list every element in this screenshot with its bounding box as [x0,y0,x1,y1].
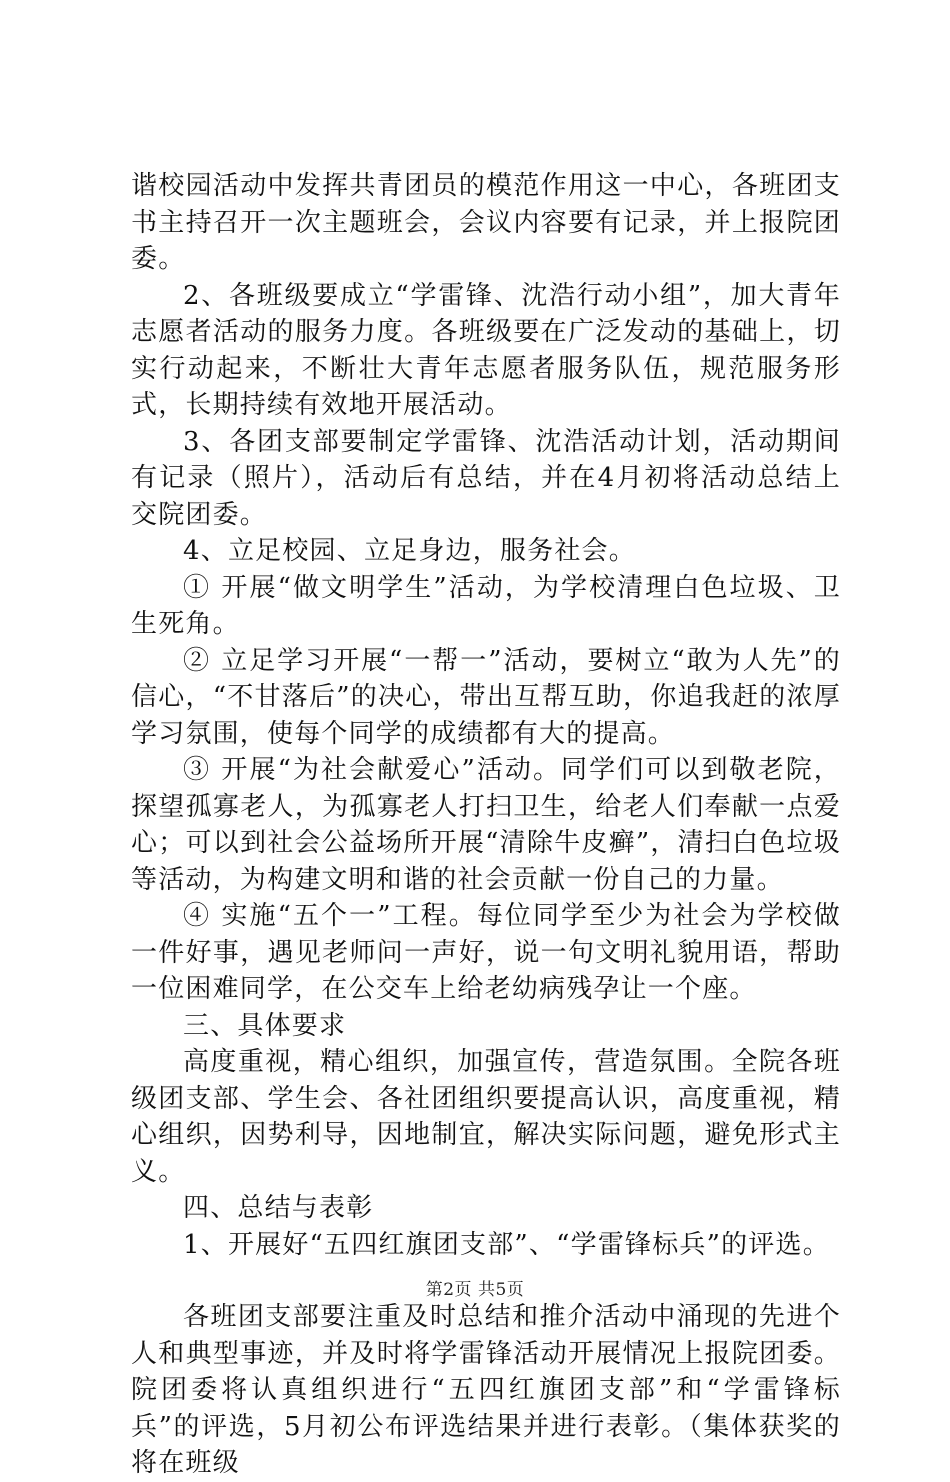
paragraph-continuation: 谐校园活动中发挥共青团员的模范作用这一中心，各班团支书主持召开一次主题班会，会议内容要有记录，并上报院团委。 [131,171,841,274]
paragraph-item-2: 2、各班级要成立“学雷锋、沈浩行动小组”，加大青年志愿者活动的服务力度。各班级要在广泛发动的基础上，切实行动起来，不断壮大青年志愿者服务队伍，规范服务形式，长期持续有效地开展活动。 [131,280,841,420]
paragraph-requirements: 高度重视，精心组织，加强宣传，营造氛围。全院各班级团支部、学生会、各社团组织要提高认识，高度重视，精心组织，因势利导，因地制宜，解决实际问题，避免形式主义。 [131,1047,841,1187]
paragraph-subitem-4: ④ 实施“五个一”工程。每位同学至少为社会为学校做一件好事，遇见老师问一声好，说一句文明礼貌用语，帮助一位困难同学，在公交车上给老幼病残孕让一个座。 [131,901,841,1004]
section-heading-summary: 四、总结与表彰 [183,1193,374,1223]
section-heading-requirements: 三、具体要求 [183,1010,347,1041]
paragraph-subitem-1: ① 开展“做文明学生”活动，为学校清理白色垃圾、卫生死角。 [131,572,841,639]
paragraph-subitem-2: ② 立足学习开展“一帮一”活动，要树立“敢为人先”的信心，“不甘落后”的决心，带出互帮互助，你追我赶的浓厚学习氛围，使每个同学的成绩都有大的提高。 [131,645,841,749]
paragraph-subitem-3: ③ 开展“为社会献爱心”活动。同学们可以到敬老院，探望孤寡老人，为孤寡老人打扫卫生，给老人们奉献一点爱心；可以到社会公益场所开展“清除牛皮癣”，清扫白色垃圾等活动，为构建文明和谐的社会贡献一份自己的力量。 [131,755,841,895]
page-number-footer: 第2页 共5页 [425,1280,525,1300]
paragraph-summary-item-1: 1、开展好“五四红旗团支部”、“学雷锋标兵”的评选。 [183,1229,830,1260]
paragraph-item-3: 3、各团支部要制定学雷锋、沈浩活动计划，活动期间有记录（照片），活动后有总结，并在4月初将活动总结上交院团委。 [131,426,841,530]
paragraph-summary-body: 各班团支部要注重及时总结和推介活动中涌现的先进个人和典型事迹，并及时将学雷锋活动开展情况上报院团委。院团委将认真组织进行“五四红旗团支部”和“学雷锋标兵”的评选，5月初公布评选结果并进行表彰。（集体获奖的将在班级 [131,1302,841,1478]
paragraph-item-4: 4、立足校园、立足身边，服务社会。 [183,536,636,566]
